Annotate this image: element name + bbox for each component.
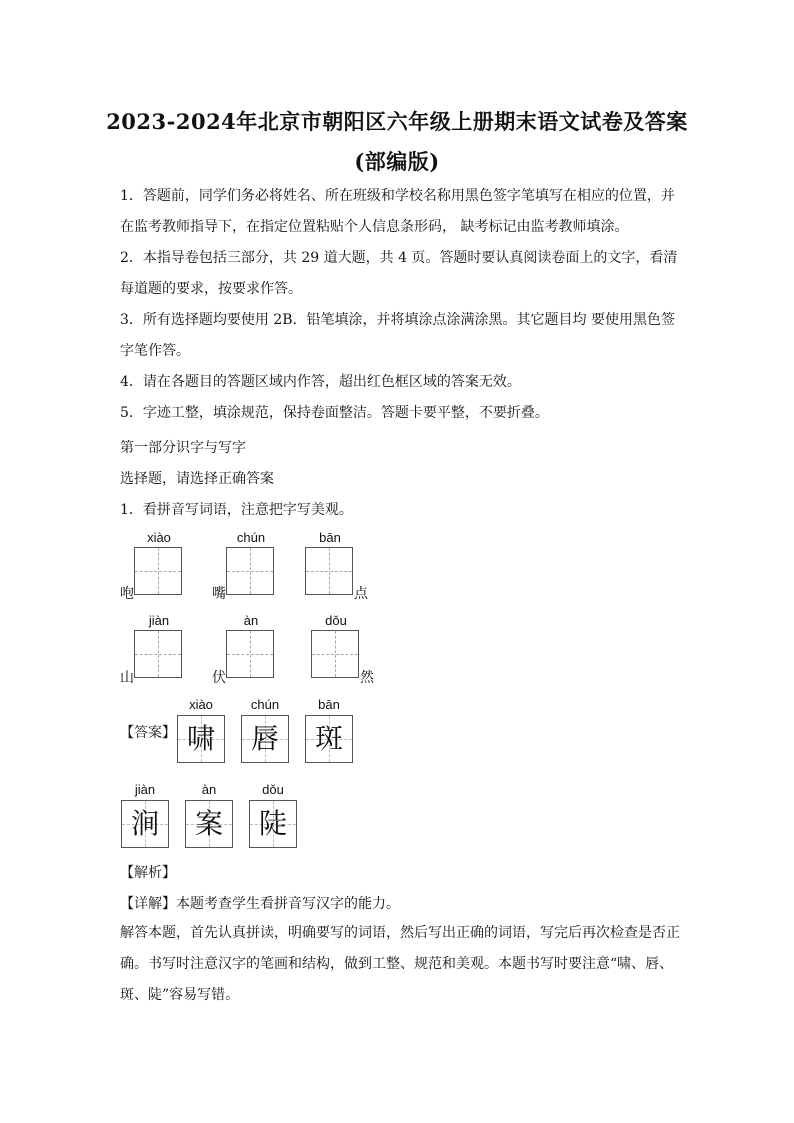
- answer-pinyin: bān: [318, 697, 340, 712]
- answer-grid: [185, 800, 233, 848]
- question-pinyin: bān: [319, 530, 341, 545]
- question-pinyin: jiàn: [148, 613, 170, 628]
- question-1-prompt: 1．看拼音写词语，注意把字写美观。: [120, 502, 353, 518]
- question-pinyin: àn: [243, 613, 259, 628]
- answer-grid: [177, 715, 225, 763]
- writing-grid[interactable]: [226, 547, 274, 595]
- question-char: 山: [120, 670, 134, 686]
- answer-grid: [305, 715, 353, 763]
- answer-char: 啸: [186, 722, 215, 755]
- question-char: 嘴: [212, 586, 226, 602]
- analysis-detail: 【详解】本题考查学生看拼音写汉字的能力。: [120, 896, 400, 912]
- answer-grid: [249, 800, 297, 848]
- writing-grid[interactable]: [134, 630, 182, 678]
- answer-grid: [121, 800, 169, 848]
- answer-label: 【答案】: [120, 725, 176, 741]
- answer-pinyin: chún: [250, 697, 280, 712]
- answer-pinyin: dǒu: [262, 782, 284, 797]
- instruction-2: 2．本指导卷包括三部分，共 29 道大题，共 4 页。答题时要认真阅读卷面上的文字，看清每道题的要求，按要求作答。: [120, 250, 678, 297]
- writing-grid[interactable]: [311, 630, 359, 678]
- question-char: 伏: [212, 670, 226, 686]
- analysis-label: 【解析】: [120, 865, 176, 881]
- document-title: 2023-2024年北京市朝阳区六年级上册期末语文试卷及答案: [106, 109, 688, 134]
- answer-grid: [241, 715, 289, 763]
- answer-char: 陡: [258, 807, 287, 840]
- answer-pinyin: jiàn: [134, 782, 156, 797]
- question-char: 咆: [120, 586, 134, 602]
- answer-char: 案: [194, 807, 223, 840]
- part-title: 第一部分识字与写字: [120, 440, 246, 456]
- writing-grid[interactable]: [305, 547, 353, 595]
- question-pinyin: dǒu: [325, 613, 347, 628]
- question-char: 然: [360, 670, 374, 686]
- answer-pinyin: xiào: [189, 697, 213, 712]
- instruction-4: 4．请在各题目的答题区域内作答，超出红色框区域的答案无效。: [120, 374, 521, 390]
- question-pinyin: chún: [236, 530, 266, 545]
- answer-char: 唇: [250, 722, 279, 755]
- answer-char: 涧: [130, 807, 159, 840]
- section-subtitle: 选择题，请选择正确答案: [120, 471, 274, 487]
- instruction-3: 3．所有选择题均要使用 2B．铅笔填涂，并将填涂点涂满涂黑。其它题目均 要使用黑色签字笔作答。: [120, 312, 676, 359]
- answer-char: 斑: [314, 722, 343, 755]
- writing-grid[interactable]: [226, 630, 274, 678]
- analysis-body: 解答本题，首先认真拼读，明确要写的词语，然后写出正确的词语，写完后再次检查是否正确。书写时注意汉字的笔画和结构，做到工整、规范和美观。本题书写时要注意“啸、唇、斑、陡”容易写错。: [120, 925, 680, 1003]
- instruction-1: 1．答题前，同学们务必将姓名、所在班级和学校名称用黑色签字笔填写在相应的位置，并在监考教师指导下，在指定位置粘贴个人信息条形码， 缺考标记由监考教师填涂。: [120, 188, 675, 235]
- writing-grid[interactable]: [134, 547, 182, 595]
- question-char: 点: [354, 586, 368, 602]
- instruction-5: 5．字迹工整，填涂规范，保持卷面整洁。答题卡要平整，不要折叠。: [120, 405, 549, 421]
- answer-pinyin: àn: [201, 782, 217, 797]
- question-pinyin: xiào: [147, 530, 171, 545]
- document-subtitle: (部编版): [354, 149, 440, 174]
